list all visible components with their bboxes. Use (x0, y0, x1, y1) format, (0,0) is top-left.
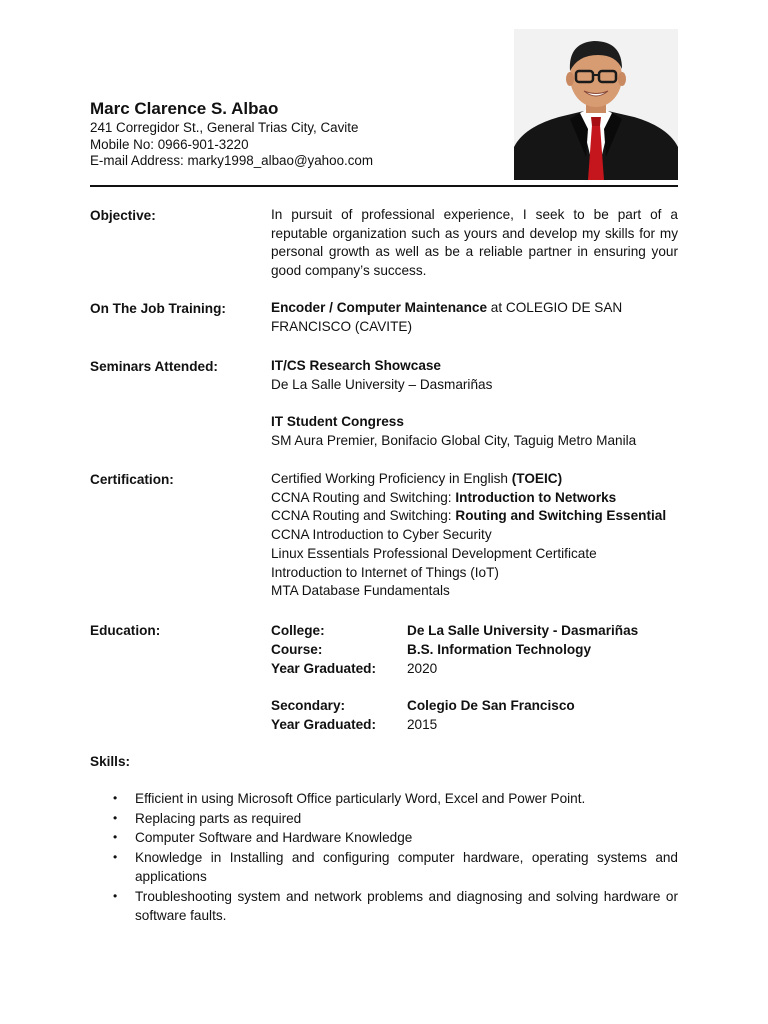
mobile-line: Mobile No: 0966-901-3220 (90, 136, 249, 152)
list-item (90, 789, 678, 809)
certification-text: Linux Essentials Professional Development Certificate (271, 545, 597, 561)
objective-text: In pursuit of professional experience, I seek to be part of a reputable organization such as yours and develop my skills for my personal growth as well as be a reliable partner in ensuring your good company’s success. (271, 207, 678, 279)
header-divider (90, 185, 678, 187)
certification-text: Introduction to Internet of Things (IoT) (271, 564, 499, 580)
list-item (90, 848, 678, 887)
bullet-icon: • (113, 791, 118, 805)
skill-text: Computer Software and Hardware Knowledge (135, 830, 413, 845)
year-graduated-key: Year Graduated: (271, 717, 377, 732)
course-value: B.S. Information Technology (407, 642, 592, 657)
education-label: Education: (90, 623, 161, 638)
list-item (90, 887, 678, 926)
skill-text: Troubleshooting system and network problems and diagnosing and solving hardware or software faults. (135, 888, 678, 923)
bullet-icon: • (113, 888, 118, 903)
certification-text: MTA Database Fundamentals (271, 583, 450, 599)
seminars-label: Seminars Attended: (90, 359, 218, 374)
year-graduated-key: Year Graduated: (271, 661, 377, 676)
certification-label: Certification: (90, 472, 174, 487)
certification-item (271, 470, 678, 489)
skill-text: Knowledge in Installing and configuring computer hardware, operating systems and applications (135, 849, 678, 884)
secondary-key: Secondary: (271, 698, 346, 713)
ojt-place: at COLEGIO DE SAN (487, 300, 623, 315)
email-line: E-mail Address: marky1998_albao@yahoo.com (90, 153, 374, 168)
secondary-value: Colegio De San Francisco (407, 698, 575, 713)
certification-highlight: Introduction to Networks (455, 489, 617, 505)
ojt-role: Encoder / Computer Maintenance (271, 300, 488, 315)
bullet-icon: • (113, 849, 118, 864)
seminar-place: De La Salle University – Dasmariñas (271, 376, 493, 392)
list-item (90, 828, 678, 848)
bullet-icon: • (113, 810, 118, 825)
list-item (90, 809, 678, 829)
ojt-place-continued: FRANCISCO (CAVITE) (271, 318, 412, 334)
certification-text: CCNA Introduction to Cyber Security (271, 527, 492, 543)
certification-text: CCNA Routing and Switching: (271, 508, 456, 524)
certification-item (271, 526, 678, 545)
ojt-label: On The Job Training: (90, 301, 226, 316)
course-key: Course: (271, 642, 323, 657)
objective-label: Objective: (90, 208, 156, 223)
skills-label: Skills: (90, 754, 131, 769)
skill-text: Efficient in using Microsoft Office particularly Word, Excel and Power Point. (135, 791, 586, 806)
college-value: De La Salle University - Dasmariñas (407, 623, 639, 638)
certification-text: Certified Working Proficiency in English (271, 471, 512, 486)
certification-highlight: Routing and Switching Essential (455, 508, 667, 524)
applicant-name: Marc Clarence S. Albao (90, 99, 279, 118)
skills-list (90, 789, 678, 926)
year-graduated-value: 2020 (407, 661, 438, 676)
certification-highlight: (TOEIC) (511, 471, 563, 486)
college-key: College: (271, 623, 325, 638)
contact-block (90, 120, 373, 170)
certification-item (271, 545, 678, 564)
certification-item (271, 582, 678, 601)
seminar-title: IT/CS Research Showcase (271, 358, 441, 373)
seminar-item (271, 413, 678, 450)
skill-text: Replacing parts as required (135, 810, 302, 826)
certification-item (271, 507, 678, 526)
ojt-entry (271, 299, 678, 336)
address-line: 241 Corregidor St., General Trias City, Cavite (90, 120, 359, 135)
certification-list (271, 470, 678, 601)
portrait-illustration (514, 29, 678, 180)
certification-item (271, 564, 678, 583)
seminar-title: IT Student Congress (271, 414, 404, 429)
certification-item (271, 489, 678, 508)
bullet-icon: • (113, 830, 118, 844)
profile-photo (514, 29, 678, 180)
certification-text: CCNA Routing and Switching: (271, 489, 456, 505)
seminar-item (271, 357, 678, 394)
seminar-place: SM Aura Premier, Bonifacio Global City, Taguig Metro Manila (271, 432, 637, 448)
year-graduated-value: 2015 (407, 717, 438, 732)
